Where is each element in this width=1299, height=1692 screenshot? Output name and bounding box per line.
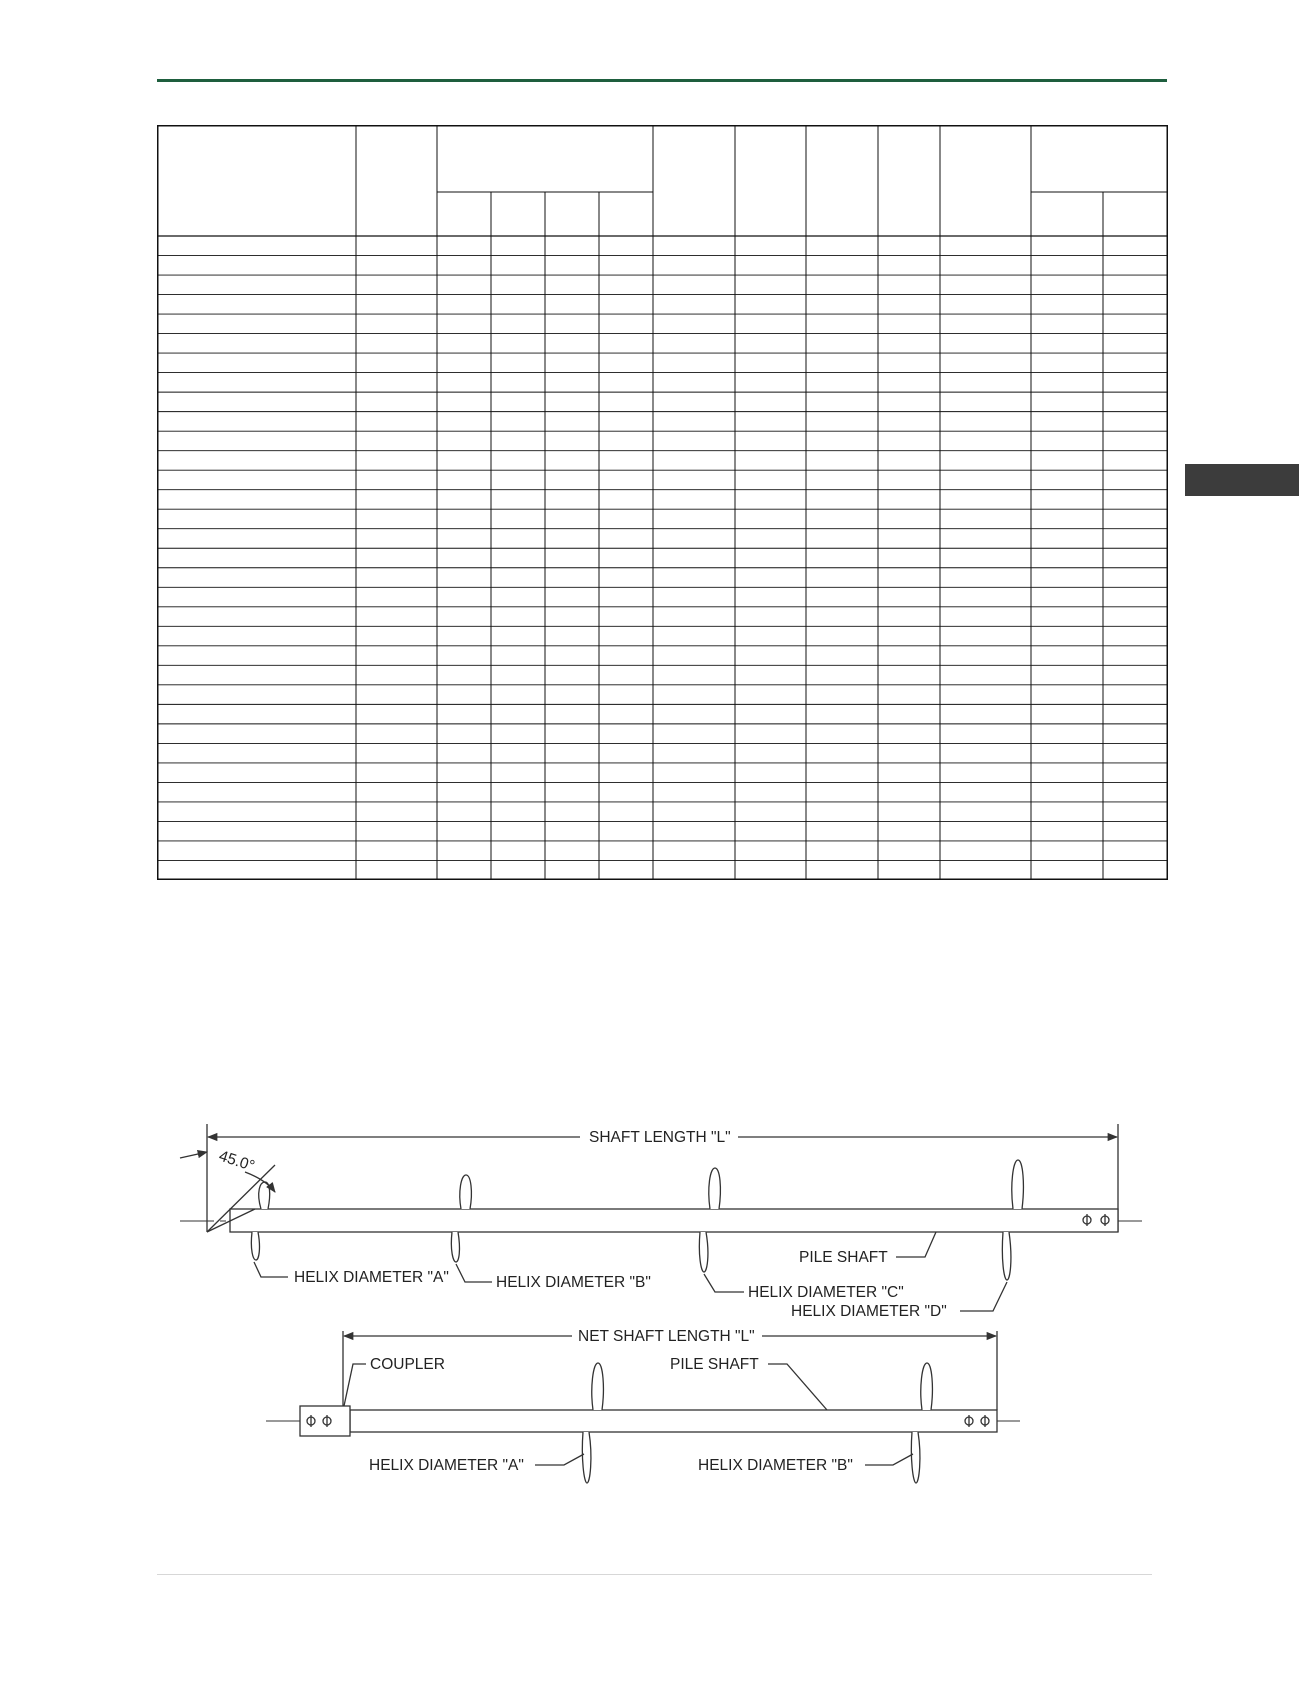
table-border bbox=[158, 126, 1168, 880]
pile-shaft-upper-label: PILE SHAFT bbox=[799, 1249, 888, 1266]
coupler-label: COUPLER bbox=[370, 1356, 445, 1373]
leader-helix-d bbox=[960, 1282, 1007, 1311]
helix-a-label: HELIX DIAMETER "A" bbox=[294, 1269, 449, 1286]
lower-helix-b-label: HELIX DIAMETER "B" bbox=[698, 1457, 853, 1474]
upper-pile-shaft bbox=[230, 1209, 1118, 1232]
leader-lower-helix-b bbox=[865, 1454, 913, 1465]
pile-shaft-lower-label: PILE SHAFT bbox=[670, 1356, 759, 1373]
lower-labels bbox=[369, 1328, 853, 1474]
spec-table bbox=[157, 125, 1168, 880]
leader-helix-b bbox=[456, 1264, 492, 1282]
helical-pile-drawing bbox=[170, 1110, 1150, 1510]
lower-helix-a-label: HELIX DIAMETER "A" bbox=[369, 1457, 524, 1474]
helix-c-label: HELIX DIAMETER "C" bbox=[748, 1284, 904, 1301]
leader-pile-shaft-upper bbox=[896, 1232, 936, 1257]
leader-coupler bbox=[344, 1364, 366, 1406]
footer-rule bbox=[157, 1574, 1152, 1575]
leader-helix-a bbox=[254, 1262, 288, 1277]
shaft-length-label: SHAFT LENGTH "L" bbox=[589, 1129, 731, 1146]
helix-d-label: HELIX DIAMETER "D" bbox=[791, 1303, 947, 1320]
net-shaft-length-label: NET SHAFT LENGTH "L" bbox=[578, 1328, 755, 1345]
angle-label: 45.0° bbox=[216, 1147, 257, 1176]
top-rule bbox=[157, 79, 1167, 82]
leader-helix-c bbox=[704, 1274, 744, 1292]
lower-pile-shaft bbox=[350, 1410, 997, 1432]
leader-lower-helix-a bbox=[535, 1454, 584, 1465]
leader-pile-shaft-lower bbox=[768, 1364, 827, 1410]
side-tab bbox=[1185, 464, 1299, 496]
helix-b-label: HELIX DIAMETER "B" bbox=[496, 1274, 651, 1291]
angle-reference-line bbox=[180, 1152, 207, 1158]
